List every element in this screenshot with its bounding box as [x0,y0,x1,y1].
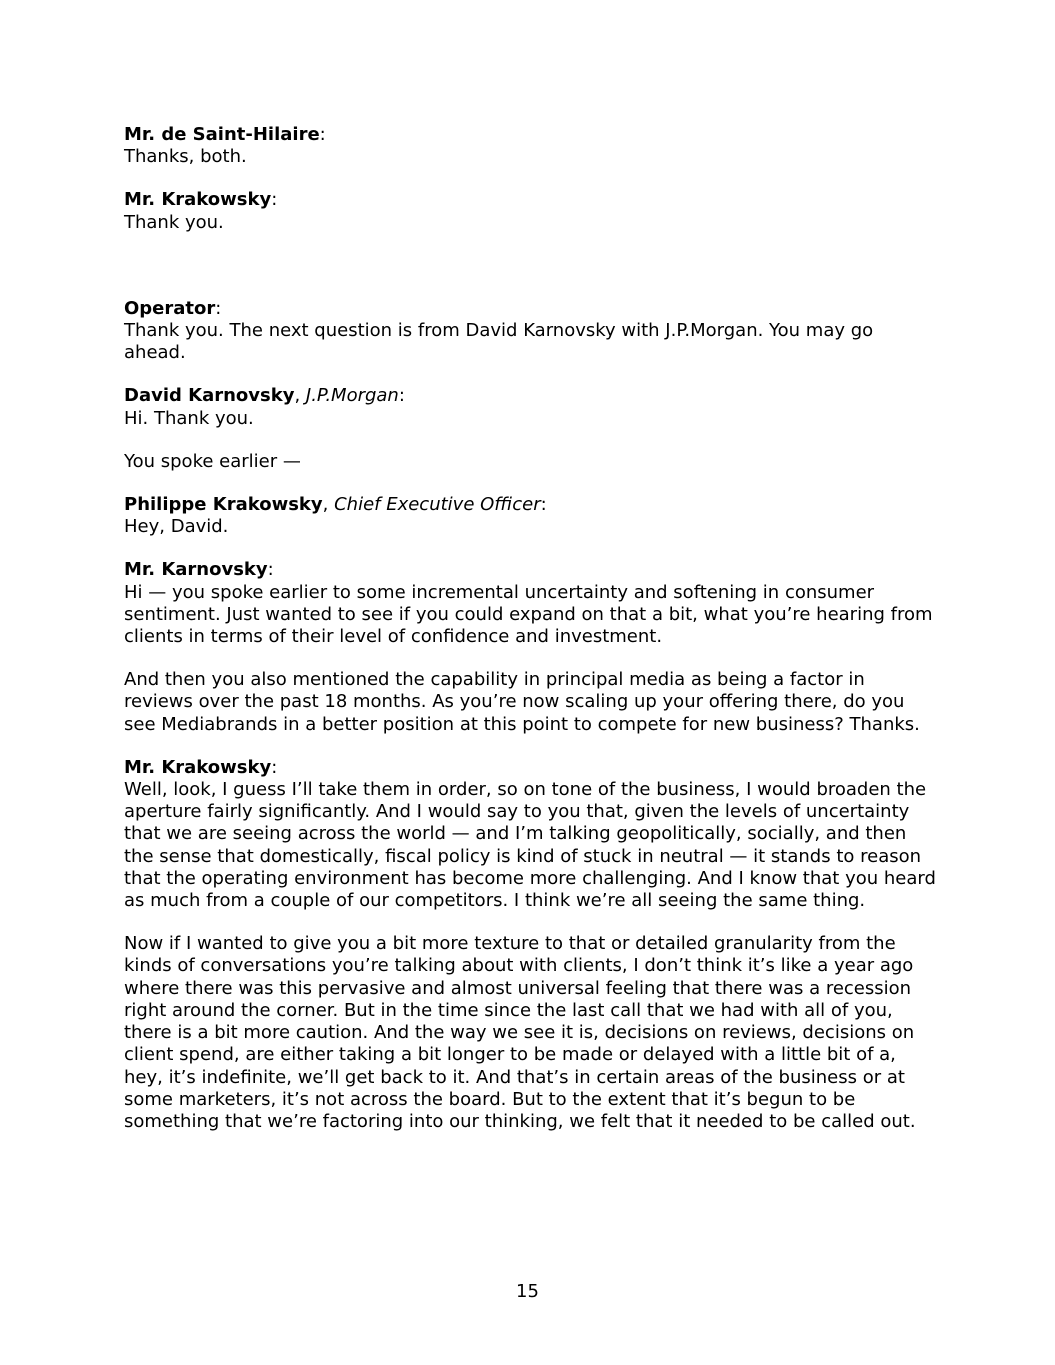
comma: , [322,494,335,516]
speaker-name: Mr. Krakowsky [124,189,272,211]
speaker-block-saint-hilaire [124,124,936,168]
speaker-name: David Karnovsky [124,385,295,407]
paragraph [124,669,936,736]
speech-text: Hi — you spoke earlier to some incremental uncertainty and softening in consumer sentiment. Just wanted to see if you could expand on that a bit, what you’re hearing from clients in terms of their level of confidence and investment. [124,581,933,648]
paragraph [124,451,936,473]
colon: : [267,559,274,581]
speaker-name: Philippe Krakowsky [124,494,323,516]
colon: : [215,297,222,319]
speaker-block-krakowsky [124,189,936,233]
speaker-name: Mr. de Saint-Hilaire [124,124,320,145]
colon: : [271,756,278,778]
speech-text: Hey, David. [124,516,229,538]
colon: : [540,494,547,516]
speech-text: Well, look, I guess I’ll take them in order, so on tone of the business, I would broaden the aperture fairly significantly. And I would say to you that, given the levels of uncertainty that we are seeing across the world — and I’m talking geopolitically, socially, and then the sense that domestically, fiscal policy is kind of stuck in neutral — it stands to reason that the operating environment has become more challenging. And I know that you heard as much from a couple of our competitors. I think we’re all seeing the same thing. [124,779,936,912]
speech-text: Thank you. [124,211,224,233]
speech-text: Hi. Thank you. [124,407,254,429]
colon: : [398,385,405,407]
speech-text: Now if I wanted to give you a bit more texture to that or detailed granularity from the kinds of conversations you’re talking about with clients, I don’t think it’s like a year ago where there was this pervasive and almost universal feeling that there was a recession right around the corner. But in the time since the last call that we had with all of you, there is a bit more caution. And the way we see it is, decisions on reviews, decisions on client spend, are either taking a bit longer to be made or delayed with a little bit of a, hey, it’s indefinite, we’ll get back to it. And that’s in certain areas of the business or at some marketers, it’s not across the board. But to the extent that it’s begun to be something that we’re factoring into our thinking, we felt that it needed to be called out. [124,933,916,1132]
transcript-page [124,124,936,1154]
paragraph [124,933,936,1133]
speech-text: Thank you. The next question is from David Karnovsky with J.P.Morgan. You may go ahead. [124,320,874,364]
speaker-block-mr-karnovsky [124,559,936,648]
speech-text: You spoke earlier — [124,450,301,472]
speaker-line [124,494,936,516]
comma: , [294,385,306,407]
speech-text: And then you also mentioned the capability in principal media as being a factor in reviews over the past 18 months. As you’re now scaling up your offering there, do you see Mediabrands in a better position at this point to compete for new business? Thanks. [124,669,920,735]
speaker-line [124,385,936,407]
speaker-title: Chief Executive Officer [334,494,541,516]
speaker-line [124,757,936,779]
speaker-affiliation: J.P.Morgan [305,385,399,407]
speaker-line [124,559,936,581]
speaker-name: Mr. Karnovsky [124,559,268,581]
speaker-block-philippe-krakowsky [124,494,936,538]
speaker-line [124,124,936,146]
speaker-block-karnovsky [124,385,936,429]
speaker-block-mr-krakowsky [124,757,936,912]
speaker-block-operator [124,298,936,365]
speaker-name: Operator [124,297,216,319]
colon: : [271,189,278,211]
speaker-line [124,189,936,211]
colon: : [319,124,326,145]
speaker-name: Mr. Krakowsky [124,756,272,778]
speech-text: Thanks, both. [124,146,247,168]
page-number: 15 [516,1281,539,1302]
speaker-line [124,298,936,320]
